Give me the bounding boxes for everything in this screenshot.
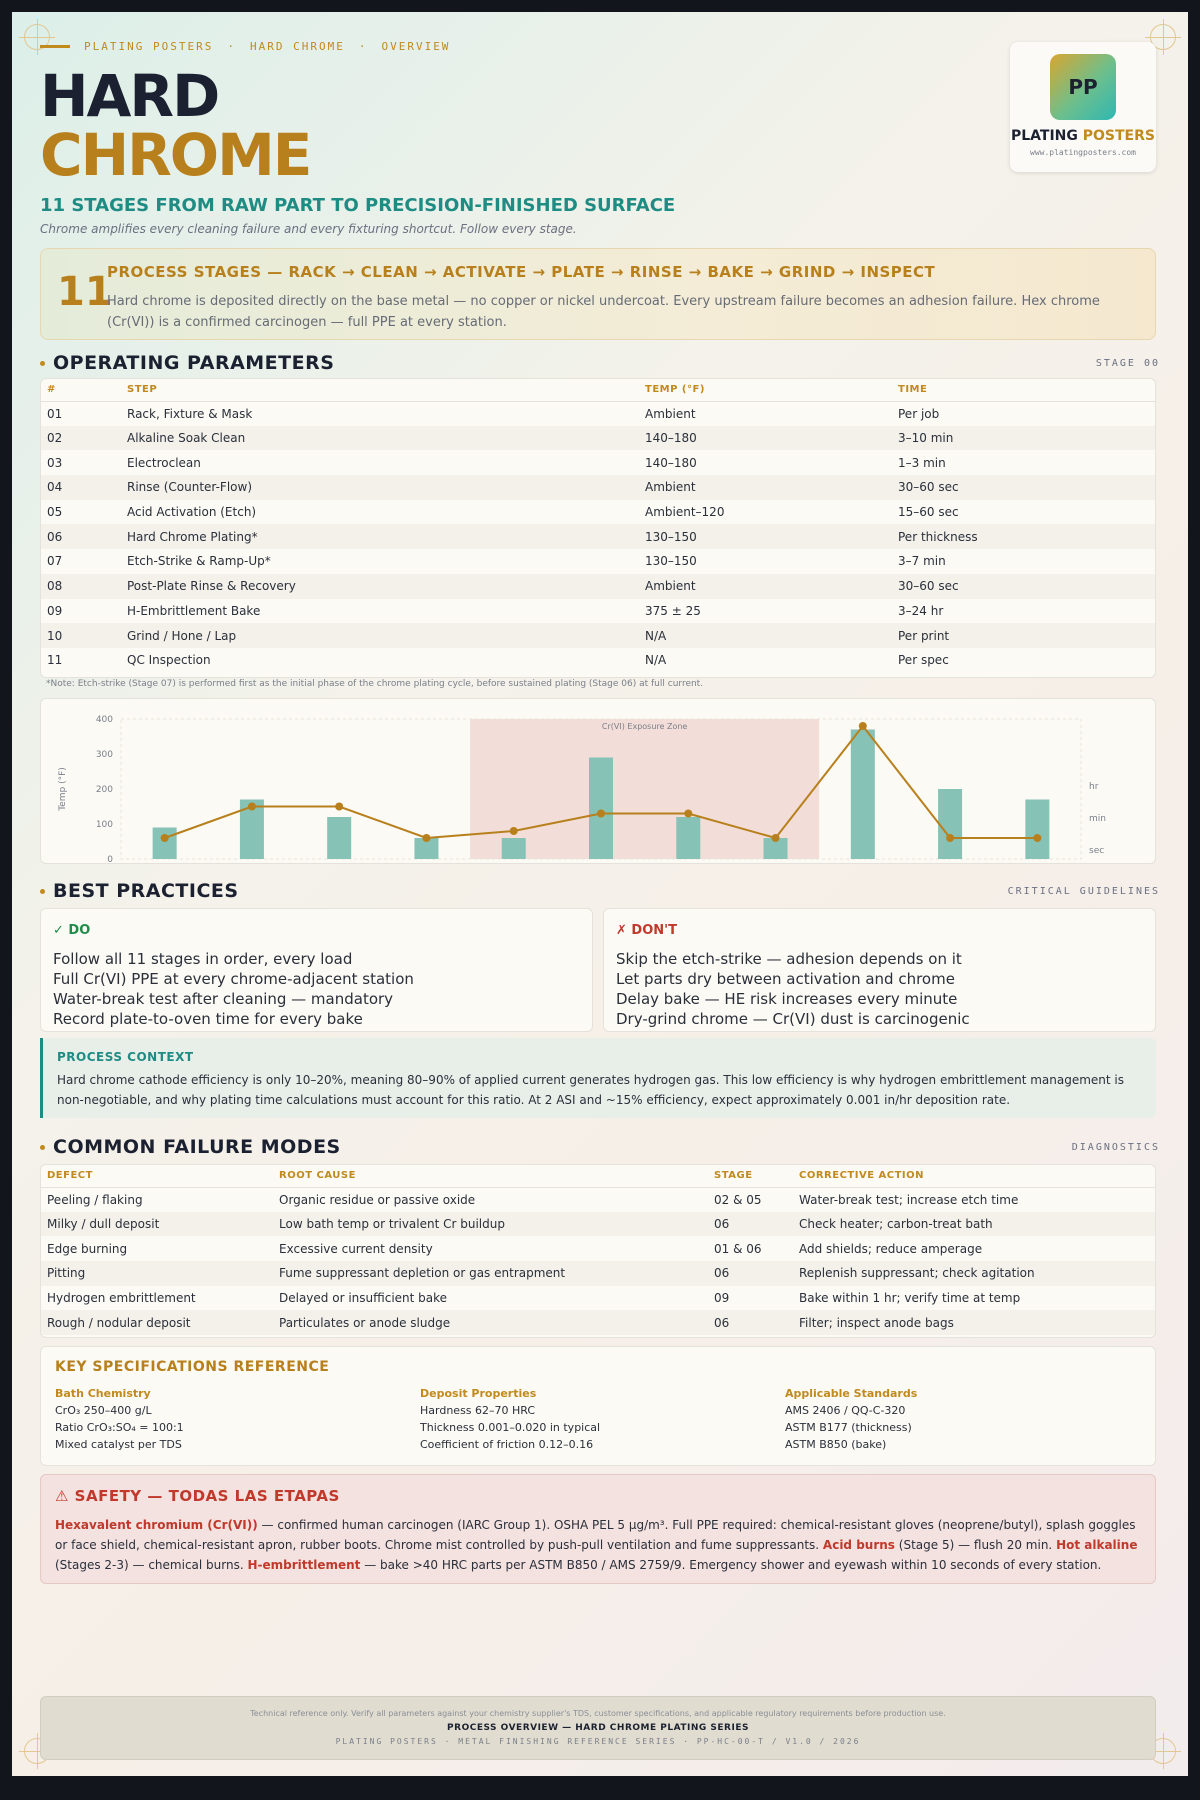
specifications-card <box>40 1346 1156 1466</box>
table-cell: Peeling / flaking <box>47 1192 143 1207</box>
safety-highlight: Hexavalent chromium (Cr(VI)) <box>55 1518 258 1532</box>
chart-point <box>161 834 169 842</box>
chart-point <box>248 803 256 811</box>
page-tagline: Chrome amplifies every cleaning failure and every fixturing shortcut. Follow every stage. <box>40 222 577 236</box>
table-cell: 08 <box>41 574 121 599</box>
table-cell: Post-Plate Rinse & Recovery <box>121 574 639 599</box>
failures-table <box>40 1164 1156 1338</box>
column-header: DEFECT <box>41 1165 273 1187</box>
spec-line: Mixed catalyst per TDS <box>55 1438 182 1451</box>
list-item: Let parts dry between activation and chrome <box>616 970 955 988</box>
page-title-line1: HARD <box>40 62 219 130</box>
spec-column <box>420 1385 600 1453</box>
section-heading-best-practices <box>40 880 239 902</box>
table-cell: N/A <box>639 623 892 648</box>
page-subtitle: 11 STAGES FROM RAW PART TO PRECISION-FINISHED SURFACE <box>40 195 676 216</box>
dont-card <box>603 908 1156 1032</box>
table-row <box>41 1212 1155 1237</box>
table-cell: Ambient <box>639 475 892 500</box>
table-cell: Per thickness <box>892 524 1155 549</box>
table-cell: 01 & 06 <box>714 1241 762 1256</box>
footer <box>40 1696 1156 1760</box>
table-row <box>41 426 1155 451</box>
table-row <box>41 475 1155 500</box>
safety-text: (Stage 5) — flush 20 min. <box>894 1538 1057 1552</box>
logo-mark: PP <box>1050 54 1116 120</box>
list-item: Dry-grind chrome — Cr(VI) dust is carcinogenic <box>616 1010 970 1028</box>
chart-point <box>1033 834 1041 842</box>
table-cell: N/A <box>645 653 667 668</box>
section-title: COMMON FAILURE MODES <box>53 1136 341 1158</box>
safety-body <box>55 1515 1145 1575</box>
table-cell: Acid Activation (Etch) <box>127 505 257 520</box>
table-cell: Edge burning <box>47 1241 128 1256</box>
spec-line: Coefficient of friction 0.12–0.16 <box>420 1438 594 1451</box>
table-row <box>41 450 1155 475</box>
spec-column-title: Bath Chemistry <box>55 1387 151 1400</box>
y-axis-label: Temp (°F) <box>58 767 68 811</box>
chart-point <box>859 722 867 730</box>
poster <box>12 12 1188 1776</box>
chart-svg <box>41 699 1156 864</box>
do-list <box>53 949 414 1029</box>
spec-column <box>785 1385 917 1453</box>
table-cell: Rough / nodular deposit <box>41 1310 273 1335</box>
table-cell: Delayed or insufficient bake <box>279 1291 448 1306</box>
table-cell: 140–180 <box>639 426 892 451</box>
table-cell: Ambient–120 <box>645 505 725 520</box>
table-cell: 11 <box>47 653 63 668</box>
temperature-chart <box>40 698 1156 864</box>
table-row <box>41 574 1155 599</box>
context-body: Hard chrome cathode efficiency is only 10–20%, meaning 80–90% of applied current generates hydrogen gas. This low efficiency is why hydrogen embrittlement management is non-negotiable, and why plating time calculations must account for this ratio. At 2 ASI and ~15% efficiency, expect approximately 0.001 in/hr deposition rate. <box>57 1073 1125 1107</box>
table-cell: 05 <box>47 505 63 520</box>
y-tick-label: 0 <box>107 855 113 864</box>
table-header-row <box>41 379 1155 401</box>
table-cell: Electroclean <box>127 455 201 470</box>
table-cell: 09 <box>47 603 63 618</box>
table-cell: 3–24 hr <box>898 603 944 618</box>
y-tick-label: 200 <box>95 785 113 795</box>
table-row <box>41 648 1155 673</box>
table-cell: Fume suppressant depletion or gas entrapment <box>273 1261 708 1286</box>
table-cell: 04 <box>41 475 121 500</box>
breadcrumb-separator: · <box>358 40 368 53</box>
footer-disclaimer: Technical reference only. Verify all parameters against your chemistry supplier's TDS, customer specifications, and applicable regulatory requirements before production use. <box>250 1709 946 1718</box>
column-header: STAGE <box>708 1165 793 1187</box>
spec-column-title: Applicable Standards <box>785 1387 918 1400</box>
spec-line: Ratio CrO₃:SO₄ = 100:1 <box>55 1421 184 1434</box>
breadcrumb-bar <box>40 45 70 48</box>
table-cell: Filter; inspect anode bags <box>793 1310 1155 1335</box>
safety-highlight: Hot alkaline <box>1056 1538 1138 1552</box>
table-cell: 15–60 sec <box>898 505 959 520</box>
list-item: Skip the etch-strike — adhesion depends on it <box>616 950 962 968</box>
table-cell: 130–150 <box>639 524 892 549</box>
y-tick-label: 100 <box>95 820 113 830</box>
brand-logo <box>1010 42 1156 172</box>
safety-highlight: Acid burns <box>822 1538 895 1552</box>
spec-column-title: Deposit Properties <box>420 1387 537 1400</box>
column-header: CORRECTIVE ACTION <box>793 1165 1155 1187</box>
bullet-dot <box>40 889 45 894</box>
operating-table <box>40 378 1156 678</box>
table-cell: Ambient <box>645 406 696 421</box>
list-item: Delay bake — HE risk increases every minute <box>616 990 958 1008</box>
table-row <box>41 549 1155 574</box>
list-item: Record plate-to-oven time for every bake <box>53 1010 363 1028</box>
spec-line: CrO₃ 250–400 g/L <box>55 1404 152 1417</box>
safety-text: (Stages 2-3) — chemical burns. <box>55 1558 248 1572</box>
table-cell: Ambient <box>639 574 892 599</box>
table-cell: Alkaline Soak Clean <box>121 426 639 451</box>
table-cell: 30–60 sec <box>892 475 1155 500</box>
spec-line: AMS 2406 / QQ-C-320 <box>785 1404 906 1417</box>
chart-bar <box>1025 800 1049 860</box>
chart-point <box>684 810 692 818</box>
column-header: # <box>41 379 121 401</box>
footer-title: PROCESS OVERVIEW — HARD CHROME PLATING SERIES <box>447 1723 749 1733</box>
table-cell: 130–150 <box>645 554 697 569</box>
table-cell: Etch-Strike & Ramp-Up* <box>127 554 271 569</box>
logo-url: www.platingposters.com <box>1030 148 1136 157</box>
table-cell: Hydrogen embrittlement <box>47 1291 196 1306</box>
banner-heading: PROCESS STAGES — RACK → CLEAN → ACTIVATE → PLATE → RINSE → BAKE → GRIND → INSPECT <box>107 263 936 281</box>
table-cell: Pitting <box>41 1261 273 1286</box>
section-heading-failures <box>40 1136 341 1158</box>
table-row <box>41 1310 1155 1335</box>
table-cell: Bake within 1 hr; verify time at temp <box>799 1291 1021 1306</box>
spec-line: Thickness 0.001–0.020 in typical <box>420 1421 601 1434</box>
table-cell: H-Embrittlement Bake <box>127 603 261 618</box>
dont-title: ✗ DON'T <box>616 923 677 938</box>
chart-bar <box>589 758 613 860</box>
safety-text: — bake >40 HRC parts per ASTM B850 / AMS 2759/9. Emergency shower and eyewash within 10 seconds of every station. <box>360 1558 1102 1572</box>
table-cell: Check heater; carbon-treat bath <box>793 1212 1155 1237</box>
list-item: Follow all 11 stages in order, every load <box>53 950 353 968</box>
breadcrumb-item: PLATING POSTERS <box>84 40 214 53</box>
chart-bar <box>327 817 351 859</box>
right-axis-label: sec <box>1089 846 1105 856</box>
logo-name-a: PLATING <box>1010 128 1083 144</box>
table-row <box>41 500 1155 525</box>
chart-point <box>597 810 605 818</box>
table-cell: 09 <box>714 1291 730 1306</box>
table-cell: 06 <box>41 524 121 549</box>
spec-line: ASTM B177 (thickness) <box>785 1421 912 1434</box>
chart-point <box>772 834 780 842</box>
chart-point <box>510 827 518 835</box>
table-cell: Particulates or anode sludge <box>273 1310 708 1335</box>
section-title: OPERATING PARAMETERS <box>53 352 335 374</box>
breadcrumb-separator: · <box>227 40 236 53</box>
logo-name <box>1010 128 1156 144</box>
safety-text: — confirmed human carcinogen (IARC Group 1). OSHA PEL 5 µg/m³. Full PPE required: chemical-resistant gloves (neoprene/butyl), splash goggles or face shield, chemical-resistant apron, rubber boots. Chrome mist controlled by push-pull ventilation and fume suppressants. <box>55 1518 1136 1552</box>
table-cell: Hard Chrome Plating* <box>121 524 639 549</box>
chart-bar <box>851 730 875 860</box>
safety-highlight: H-embrittlement <box>247 1558 361 1572</box>
table-row <box>41 1261 1155 1286</box>
spec-column <box>55 1385 184 1453</box>
table-cell: 06 <box>708 1261 793 1286</box>
section-tag: DIAGNOSTICS <box>1071 1142 1160 1153</box>
column-header: ROOT CAUSE <box>273 1165 708 1187</box>
do-title: ✓ DO <box>53 923 91 938</box>
table-cell: 1–3 min <box>898 455 946 470</box>
list-item: Full Cr(VI) PPE at every chrome-adjacent station <box>53 970 414 988</box>
safety-card <box>40 1474 1156 1584</box>
chart-bar <box>676 817 700 859</box>
table-cell: Grind / Hone / Lap <box>121 623 639 648</box>
table-cell: 06 <box>708 1310 793 1335</box>
list-item: Water-break test after cleaning — mandatory <box>53 990 394 1008</box>
process-banner <box>40 248 1156 340</box>
chart-bar <box>938 789 962 859</box>
table-row <box>41 1286 1155 1311</box>
table-cell: Replenish suppressant; check agitation <box>793 1261 1155 1286</box>
table-cell: 02 <box>41 426 121 451</box>
spec-line: Hardness 62–70 HRC <box>420 1404 536 1417</box>
y-tick-label: 300 <box>95 750 113 760</box>
bullet-dot <box>40 361 45 366</box>
spec-line: ASTM B850 (bake) <box>785 1438 887 1451</box>
table-cell: QC Inspection <box>127 653 211 668</box>
zone-annotation: Cr(VI) Exposure Zone <box>601 722 688 731</box>
safety-heading: ⚠ SAFETY — TODAS LAS ETAPAS <box>55 1487 340 1505</box>
chart-bar <box>502 838 526 859</box>
table-cell: 07 <box>47 554 63 569</box>
table-cell: Add shields; reduce amperage <box>799 1241 983 1256</box>
banner-description: Hard chrome is deposited directly on the base metal — no copper or nickel undercoat. Every upstream failure becomes an adhesion failure. Hex chrome (Cr(VI)) is a confirmed carcinogen — full PPE at every station. <box>107 294 1100 330</box>
right-axis-label: min <box>1089 814 1106 824</box>
table-cell: 140–180 <box>645 455 697 470</box>
right-axis-label: hr <box>1089 782 1099 792</box>
context-heading: PROCESS CONTEXT <box>57 1050 194 1064</box>
breadcrumb <box>40 40 450 53</box>
logo-name-b: POSTERS <box>1082 128 1155 144</box>
table-cell: Excessive current density <box>279 1241 433 1256</box>
table-cell: Per print <box>892 623 1155 648</box>
table-cell: Milky / dull deposit <box>41 1212 273 1237</box>
table-cell: 10 <box>41 623 121 648</box>
table-row <box>41 524 1155 549</box>
table-cell: Per job <box>898 406 940 421</box>
table-cell: Organic residue or passive oxide <box>279 1192 476 1207</box>
breadcrumb-item: OVERVIEW <box>381 40 451 53</box>
table-cell: Rack, Fixture & Mask <box>127 406 253 421</box>
chart-point <box>946 834 954 842</box>
table-row <box>41 401 1155 426</box>
dont-list <box>616 949 970 1029</box>
do-card <box>40 908 593 1032</box>
section-heading-operating <box>40 352 334 374</box>
table-cell: Per spec <box>898 653 949 668</box>
table-row <box>41 1236 1155 1261</box>
table-cell: Low bath temp or trivalent Cr buildup <box>273 1212 708 1237</box>
table-cell: 30–60 sec <box>892 574 1155 599</box>
table-row <box>41 1187 1155 1212</box>
bullet-dot <box>40 1145 45 1150</box>
chart-point <box>335 803 343 811</box>
breadcrumb-item: HARD CHROME <box>249 40 345 53</box>
table-cell: 3–10 min <box>892 426 1155 451</box>
y-tick-label: 400 <box>95 715 113 725</box>
column-header: TIME <box>892 379 1155 401</box>
chart-point <box>422 834 430 842</box>
section-tag: CRITICAL GUIDELINES <box>1007 886 1160 897</box>
specs-heading: KEY SPECIFICATIONS REFERENCE <box>55 1359 330 1375</box>
table-cell: 06 <box>708 1212 793 1237</box>
table-cell: 375 ± 25 <box>645 603 701 618</box>
column-header: STEP <box>121 379 639 401</box>
table-cell: 3–7 min <box>898 554 946 569</box>
table-row <box>41 623 1155 648</box>
table-cell: Rinse (Counter-Flow) <box>121 475 639 500</box>
table-cell: 03 <box>47 455 63 470</box>
process-context <box>40 1038 1156 1118</box>
table-cell: 01 <box>47 406 63 421</box>
table-cell: Water-break test; increase etch time <box>799 1192 1019 1207</box>
page-title-line2: CHROME <box>40 121 311 189</box>
table-cell: 02 & 05 <box>714 1192 762 1207</box>
table-row <box>41 599 1155 624</box>
section-title: BEST PRACTICES <box>53 880 239 902</box>
section-tag: STAGE 00 <box>1095 358 1160 369</box>
chart-bar <box>153 828 177 860</box>
stage-count: 11 <box>57 269 113 315</box>
footer-series: PLATING POSTERS · METAL FINISHING REFERENCE SERIES · PP-HC-00-T / V1.0 / 2026 <box>335 1737 861 1746</box>
table-header-row <box>41 1165 1155 1187</box>
column-header: TEMP (°F) <box>639 379 892 401</box>
table-footnote: *Note: Etch-strike (Stage 07) is performed first as the initial phase of the chrome plating cycle, before sustained plating (Stage 06) at full current. <box>46 679 704 689</box>
